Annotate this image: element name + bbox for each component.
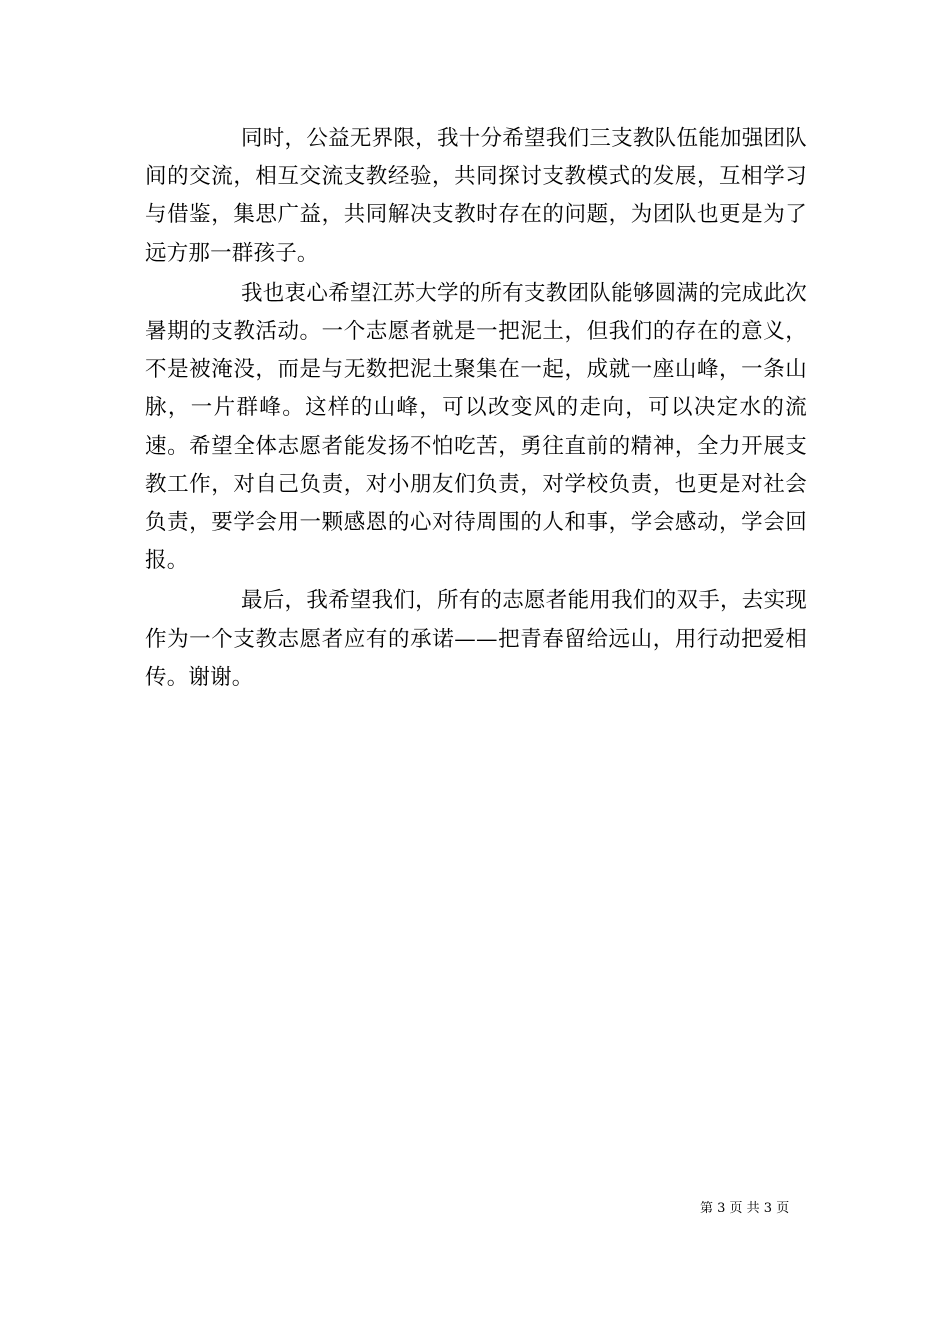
paragraph-2: 我也衷心希望江苏大学的所有支教团队能够圆满的完成此次暑期的支教活动。一个志愿者就是一把泥土，但我们的存在的意义，不是被淹没，而是与无数把泥土聚集在一起，成就一座山峰，一条山脉，一片群峰。这样的山峰，可以改变风的走向，可以决定水的流速。希望全体志愿者能发扬不怕吃苦，勇往直前的精神，全力开展支教工作，对自己负责，对小朋友们负责，对学校负责，也更是对社会负责，要学会用一颗感恩的心对待周围的人和事，学会感动，学会回报。	[145, 280, 807, 574]
paragraph-1: 同时，公益无界限，我十分希望我们三支教队伍能加强团队间的交流，相互交流支教经验，共同探讨支教模式的发展，互相学习与借鉴，集思广益，共同解决支教时存在的问题，为团队也更是为了远方那一群孩子。	[145, 126, 807, 266]
document-body	[145, 120, 807, 699]
paragraph-3: 最后，我希望我们，所有的志愿者能用我们的双手，去实现作为一个支教志愿者应有的承诺——把青春留给远山，用行动把爱相传。谢谢。	[145, 588, 807, 690]
page-number-footer: 第 3 页 共 3 页	[700, 1201, 790, 1216]
